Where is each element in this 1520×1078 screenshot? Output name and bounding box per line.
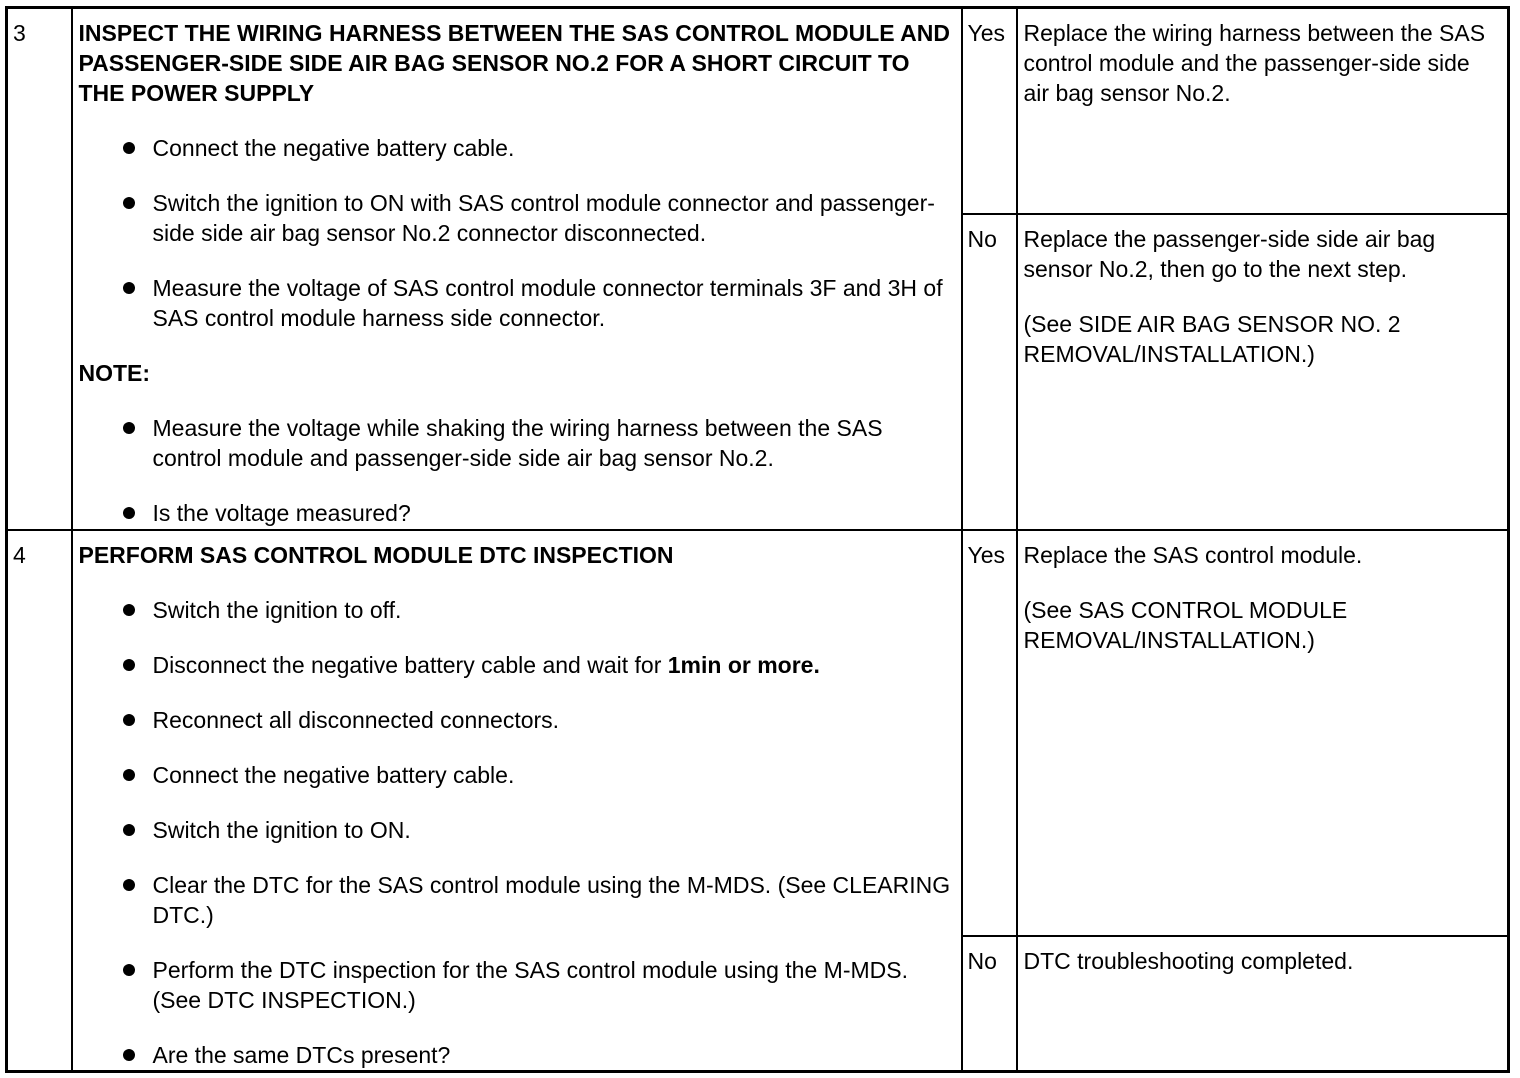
step-number: 4 [7,530,72,1072]
step-procedure [72,8,962,530]
procedure-list [79,133,955,333]
bullet-icon [123,604,135,616]
list-item: Switch the ignition to ON. [79,815,955,845]
result-no: No [962,214,1017,530]
list-item: Connect the negative battery cable. [79,760,955,790]
result-no: No [962,936,1017,1072]
list-item: Disconnect the negative battery cable and wait for 1min or more. [79,650,955,680]
bullet-icon [123,197,135,209]
bullet-icon [123,507,135,519]
list-item: Clear the DTC for the SAS control module using the M-MDS. (See CLEARING DTC.) [79,870,955,930]
bullet-icon [123,659,135,671]
troubleshooting-table [5,6,1510,1073]
action-no: DTC troubleshooting completed. [1017,936,1509,1072]
bullet-icon [123,769,135,781]
list-item: Reconnect all disconnected connectors. [79,705,955,735]
list-item: Connect the negative battery cable. [79,133,955,163]
list-item: Switch the ignition to off. [79,595,955,625]
procedure-list [79,595,955,1070]
action-no: Replace the passenger-side side air bag sensor No.2, then go to the next step. (See SIDE AIR BAG SENSOR NO. 2 REMOVAL/INSTALLATION.) [1017,214,1509,530]
action-yes: Replace the wiring harness between the SAS control module and the passenger-side side air bag sensor No.2. [1017,8,1509,214]
list-item: Measure the voltage of SAS control module connector terminals 3F and 3H of SAS control module harness side connector. [79,273,955,333]
bullet-icon [123,879,135,891]
step-4-yes-row [7,530,1509,936]
bullet-icon [123,714,135,726]
bullet-icon [123,1049,135,1061]
emphasis-text: 1min or more. [667,651,820,678]
bullet-icon [123,964,135,976]
step-title: PERFORM SAS CONTROL MODULE DTC INSPECTION [78,541,674,568]
step-procedure [72,530,962,1072]
list-item: Perform the DTC inspection for the SAS control module using the M-MDS. (See DTC INSPECTION.) [79,955,955,1015]
list-item: Switch the ignition to ON with SAS control module connector and passenger-side side air bag sensor No.2 connector disconnected. [79,188,955,248]
bullet-icon [123,824,135,836]
list-item: Are the same DTCs present? [79,1040,955,1070]
action-yes: Replace the SAS control module. (See SAS CONTROL MODULE REMOVAL/INSTALLATION.) [1017,530,1509,936]
result-yes: Yes [962,8,1017,214]
step-number: 3 [7,8,72,530]
list-item: Is the voltage measured? [79,498,955,528]
result-yes: Yes [962,530,1017,936]
bullet-icon [123,282,135,294]
note-list [79,413,955,528]
list-item: Measure the voltage while shaking the wiring harness between the SAS control module and passenger-side side air bag sensor No.2. [79,413,955,473]
step-3-yes-row [7,8,1509,214]
note-label: NOTE: [78,360,151,386]
step-title: INSPECT THE WIRING HARNESS BETWEEN THE SAS CONTROL MODULE AND PASSENGER-SIDE SIDE AIR BAG SENSOR NO.2 FOR A SHORT CIRCUIT TO THE POWER SUPPLY [78,20,950,106]
bullet-icon [123,142,135,154]
bullet-icon [123,422,135,434]
